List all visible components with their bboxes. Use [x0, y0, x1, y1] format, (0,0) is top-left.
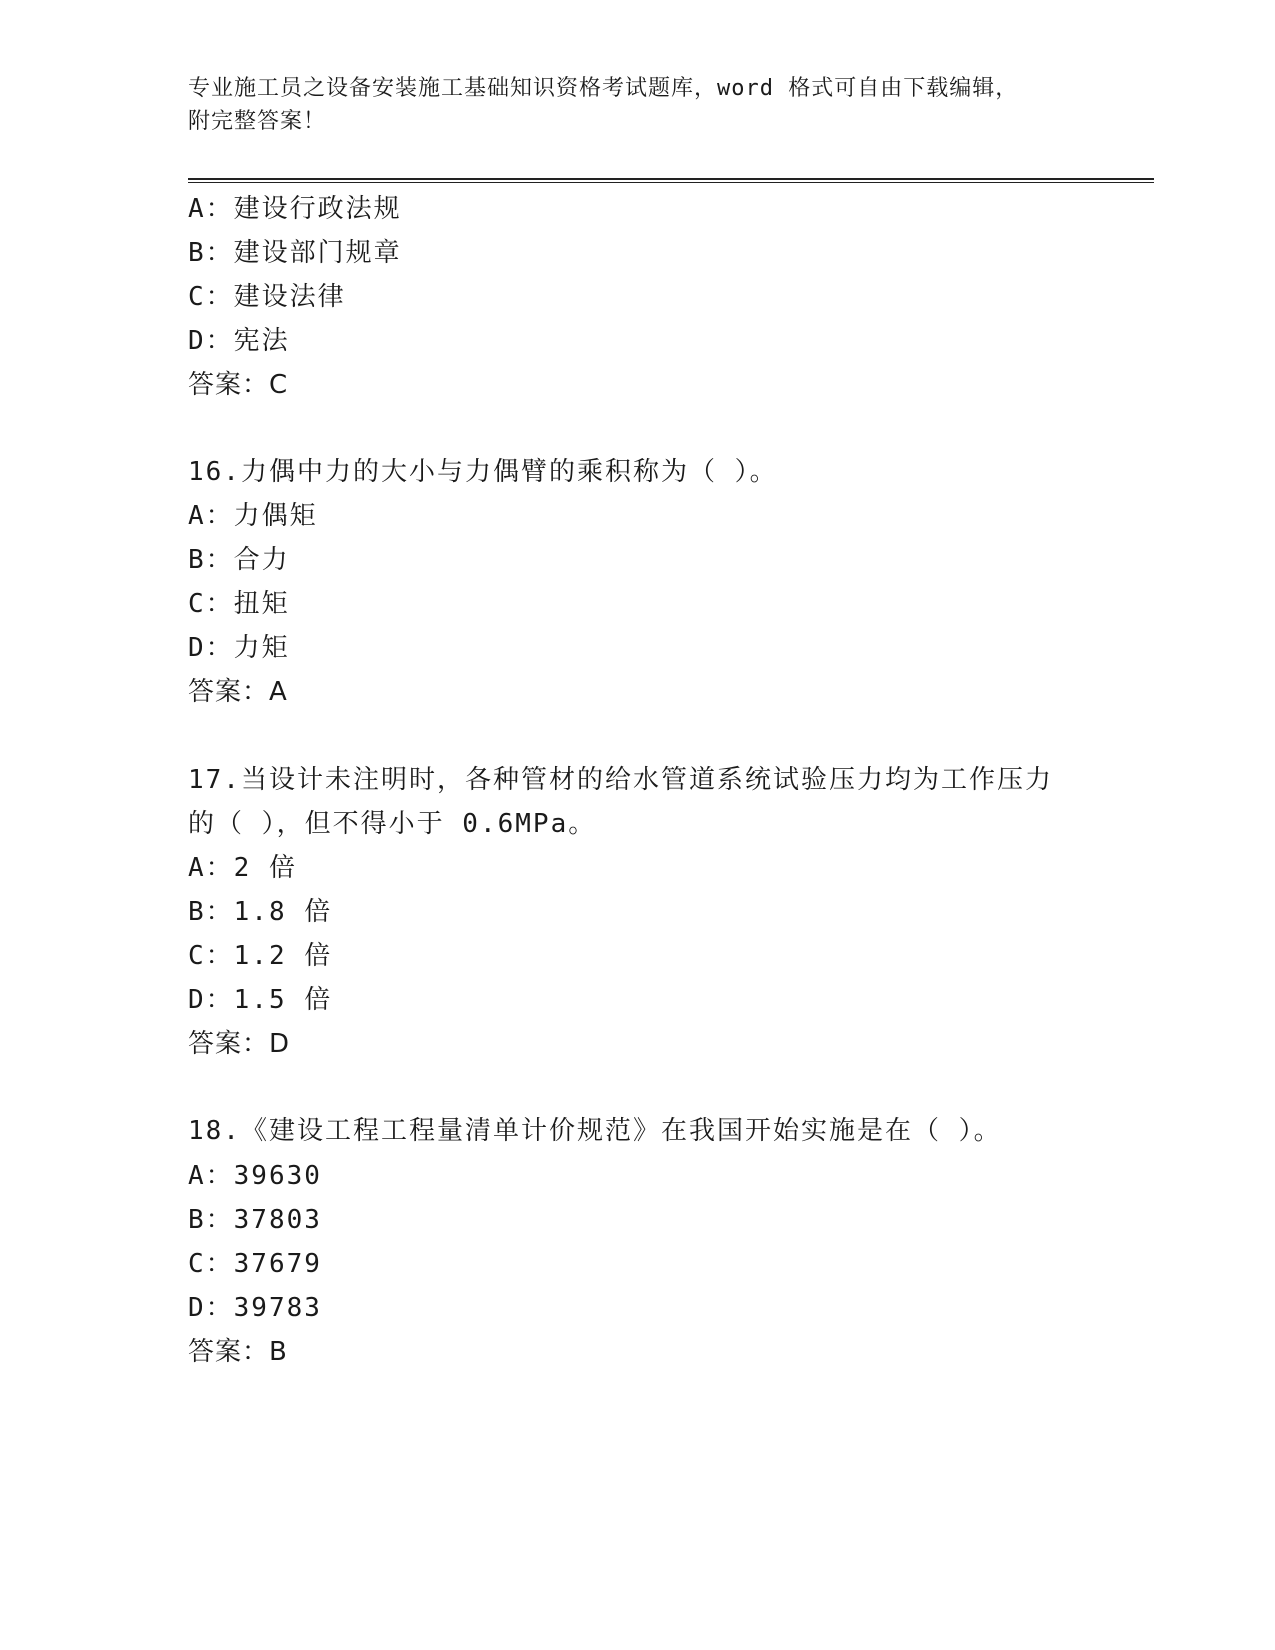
- header-line-1: 专业施工员之设备安装施工基础知识资格考试题库，word 格式可自由下载编辑，: [188, 76, 1019, 101]
- header-line-2: 附完整答案！: [188, 109, 327, 134]
- header-divider: [188, 178, 1154, 183]
- option-d: D：宪法: [188, 326, 290, 356]
- answer-line: 答案：D: [188, 1029, 291, 1059]
- answer-line: 答案：B: [188, 1337, 288, 1367]
- answer-line: 答案：C: [188, 370, 289, 400]
- question-18: 18.《建设工程工程量清单计价规范》在我国开始实施是在（ ）。: [188, 1116, 1002, 1146]
- option-b: B：建设部门规章: [188, 238, 402, 268]
- option-a: A：建设行政法规: [188, 194, 402, 224]
- option-a: A：力偶矩: [188, 501, 318, 531]
- option-c: C：建设法律: [188, 282, 346, 312]
- question-17: 17.当设计未注明时，各种管材的给水管道系统试验压力均为工作压力: [188, 765, 1053, 795]
- question-16: 16.力偶中力的大小与力偶臂的乘积称为（ ）。: [188, 457, 778, 487]
- option-c: C：37679: [188, 1249, 322, 1279]
- option-c: C：扭矩: [188, 589, 290, 619]
- answer-line: 答案：A: [188, 677, 288, 707]
- option-b: B：1.8 倍: [188, 897, 333, 927]
- option-d: D：力矩: [188, 633, 290, 663]
- option-b: B：合力: [188, 545, 290, 575]
- document-header: [188, 72, 1088, 138]
- option-a: A：2 倍: [188, 853, 297, 883]
- option-d: D：1.5 倍: [188, 985, 333, 1015]
- option-d: D：39783: [188, 1293, 322, 1323]
- option-b: B：37803: [188, 1205, 322, 1235]
- option-a: A：39630: [188, 1161, 322, 1191]
- question-17-continued: 的（ ），但不得小于 0.6MPa。: [188, 809, 597, 839]
- option-c: C：1.2 倍: [188, 941, 333, 971]
